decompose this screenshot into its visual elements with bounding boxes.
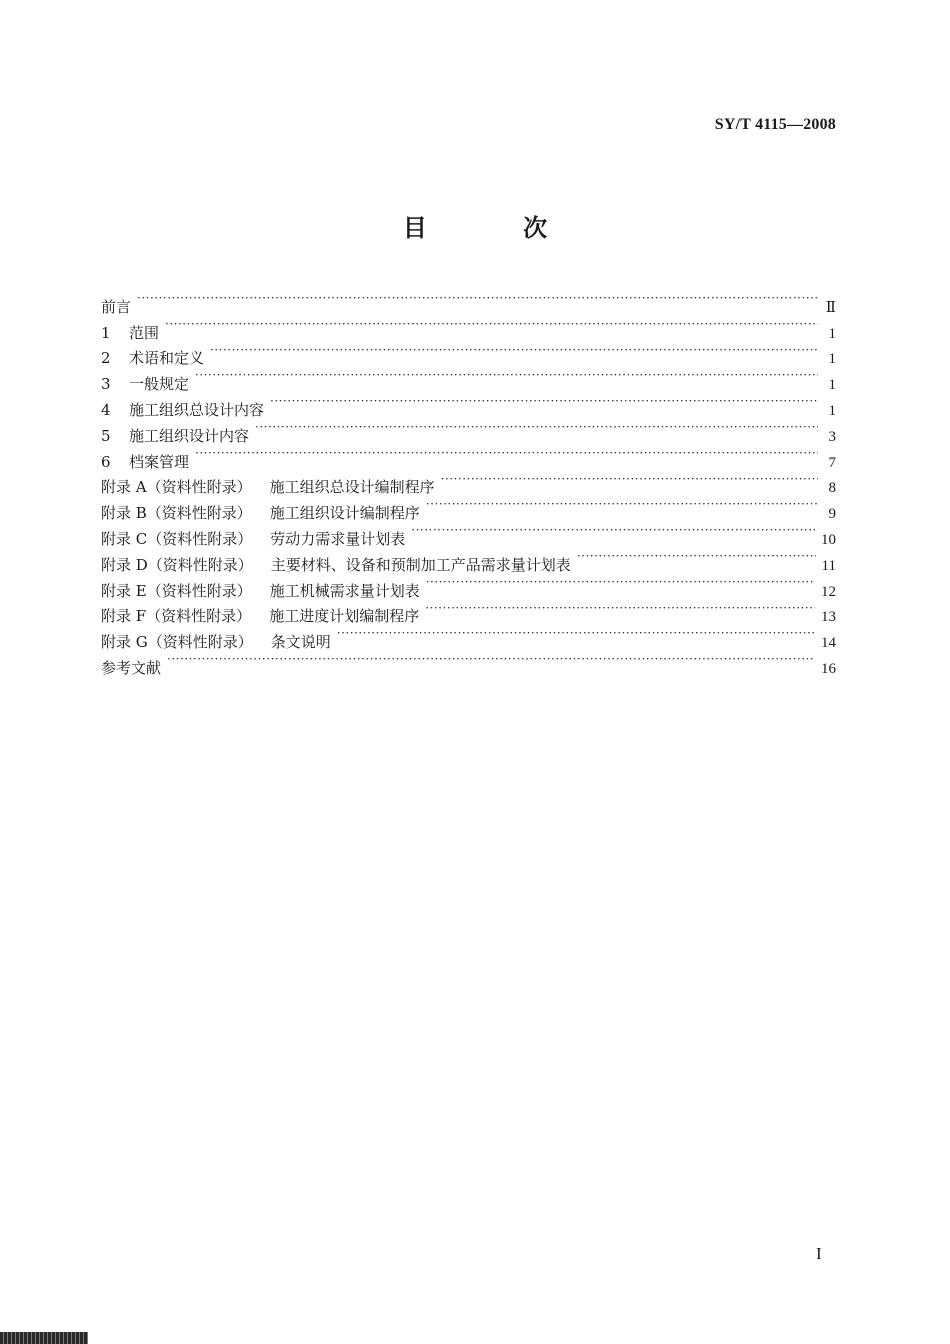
toc-entry-number: 4 <box>101 400 111 419</box>
toc-entry-label: 术语和定义 <box>129 349 205 368</box>
toc-entry-label: 前言 <box>101 297 132 316</box>
page-number: I <box>816 1244 822 1263</box>
table-of-contents <box>101 286 836 677</box>
toc-leader-dots <box>411 518 815 544</box>
toc-entry-page: 1 <box>828 325 836 342</box>
toc-entry-page: 1 <box>828 377 836 394</box>
toc-leader-dots <box>426 570 815 596</box>
toc-entry-number: 1 <box>101 323 111 342</box>
toc-entry-label: 施工组织设计编制程序 <box>269 504 420 523</box>
toc-entry-1[interactable] <box>101 312 836 342</box>
toc-leader-dots <box>255 415 818 441</box>
toc-entry-6[interactable] <box>101 441 836 471</box>
toc-entry-label: 施工机械需求量计划表 <box>269 581 420 600</box>
toc-leader-dots <box>195 441 818 467</box>
page-title: 目 次 <box>402 214 592 242</box>
toc-entry-references[interactable] <box>101 647 836 677</box>
toc-entry-label: 施工组织总设计内容 <box>129 400 265 419</box>
toc-entry-page: 11 <box>821 557 836 574</box>
toc-leader-dots <box>425 596 815 622</box>
toc-entry-2[interactable] <box>101 338 836 368</box>
toc-entry-label: 参考文献 <box>101 658 162 677</box>
toc-entry-page: Ⅱ <box>825 299 836 316</box>
toc-entry-page: 1 <box>828 351 836 368</box>
toc-entry-3[interactable] <box>101 363 836 394</box>
toc-appendix-prefix: 附录 G（资料性附录） <box>101 633 253 652</box>
toc-entry-page: 12 <box>821 583 836 600</box>
toc-entry-foreword[interactable] <box>101 286 836 316</box>
toc-entry-label: 施工进度计划编制程序 <box>269 607 420 626</box>
toc-entry-label: 条文说明 <box>270 633 331 652</box>
toc-entry-page: 10 <box>821 531 836 548</box>
toc-entry-label: 范围 <box>129 323 160 342</box>
toc-leader-dots <box>167 647 815 673</box>
toc-entry-label: 劳动力需求量计划表 <box>270 529 406 548</box>
toc-entry-label: 一般规定 <box>129 375 190 394</box>
toc-leader-dots <box>195 363 818 389</box>
scan-artifact <box>0 1332 88 1344</box>
standard-code: SY/T 4115—2008 <box>714 116 836 133</box>
toc-appendix-prefix: 附录 F（资料性附录） <box>101 607 252 626</box>
toc-leader-dots <box>270 389 818 415</box>
toc-leader-dots <box>165 312 818 338</box>
toc-appendix-prefix: 附录 C（资料性附录） <box>101 529 253 548</box>
toc-leader-dots <box>577 544 816 570</box>
toc-entry-page: 9 <box>828 506 836 523</box>
toc-appendix-prefix: 附录 A（资料性附录） <box>101 478 252 497</box>
toc-entry-number: 5 <box>101 426 111 445</box>
toc-entry-4[interactable] <box>101 389 836 419</box>
toc-entry-appendix-a[interactable] <box>101 467 836 497</box>
toc-entry-page: 8 <box>828 480 836 497</box>
toc-entry-number: 6 <box>101 452 111 471</box>
toc-leader-dots <box>337 621 815 647</box>
toc-leader-dots <box>441 467 818 493</box>
toc-entry-label: 施工组织总设计编制程序 <box>269 478 435 497</box>
toc-entry-page: 3 <box>828 428 836 445</box>
toc-appendix-prefix: 附录 E（资料性附录） <box>101 581 252 600</box>
toc-entry-page: 1 <box>828 402 836 419</box>
toc-appendix-prefix: 附录 D（资料性附录） <box>101 555 253 574</box>
toc-entry-number: 2 <box>101 349 111 368</box>
toc-entry-page: 16 <box>821 660 836 677</box>
toc-entry-page: 13 <box>821 609 836 626</box>
toc-leader-dots <box>210 338 818 364</box>
toc-appendix-prefix: 附录 B（资料性附录） <box>101 504 252 523</box>
toc-entry-label: 主要材料、设备和预制加工产品需求量计划表 <box>270 555 571 574</box>
toc-entry-label: 档案管理 <box>129 452 190 471</box>
toc-leader-dots <box>426 492 818 518</box>
toc-entry-label: 施工组织设计内容 <box>129 426 250 445</box>
toc-entry-number: 3 <box>101 375 111 394</box>
toc-entry-page: 14 <box>821 635 836 652</box>
toc-leader-dots <box>137 286 818 312</box>
toc-entry-page: 7 <box>828 454 836 471</box>
